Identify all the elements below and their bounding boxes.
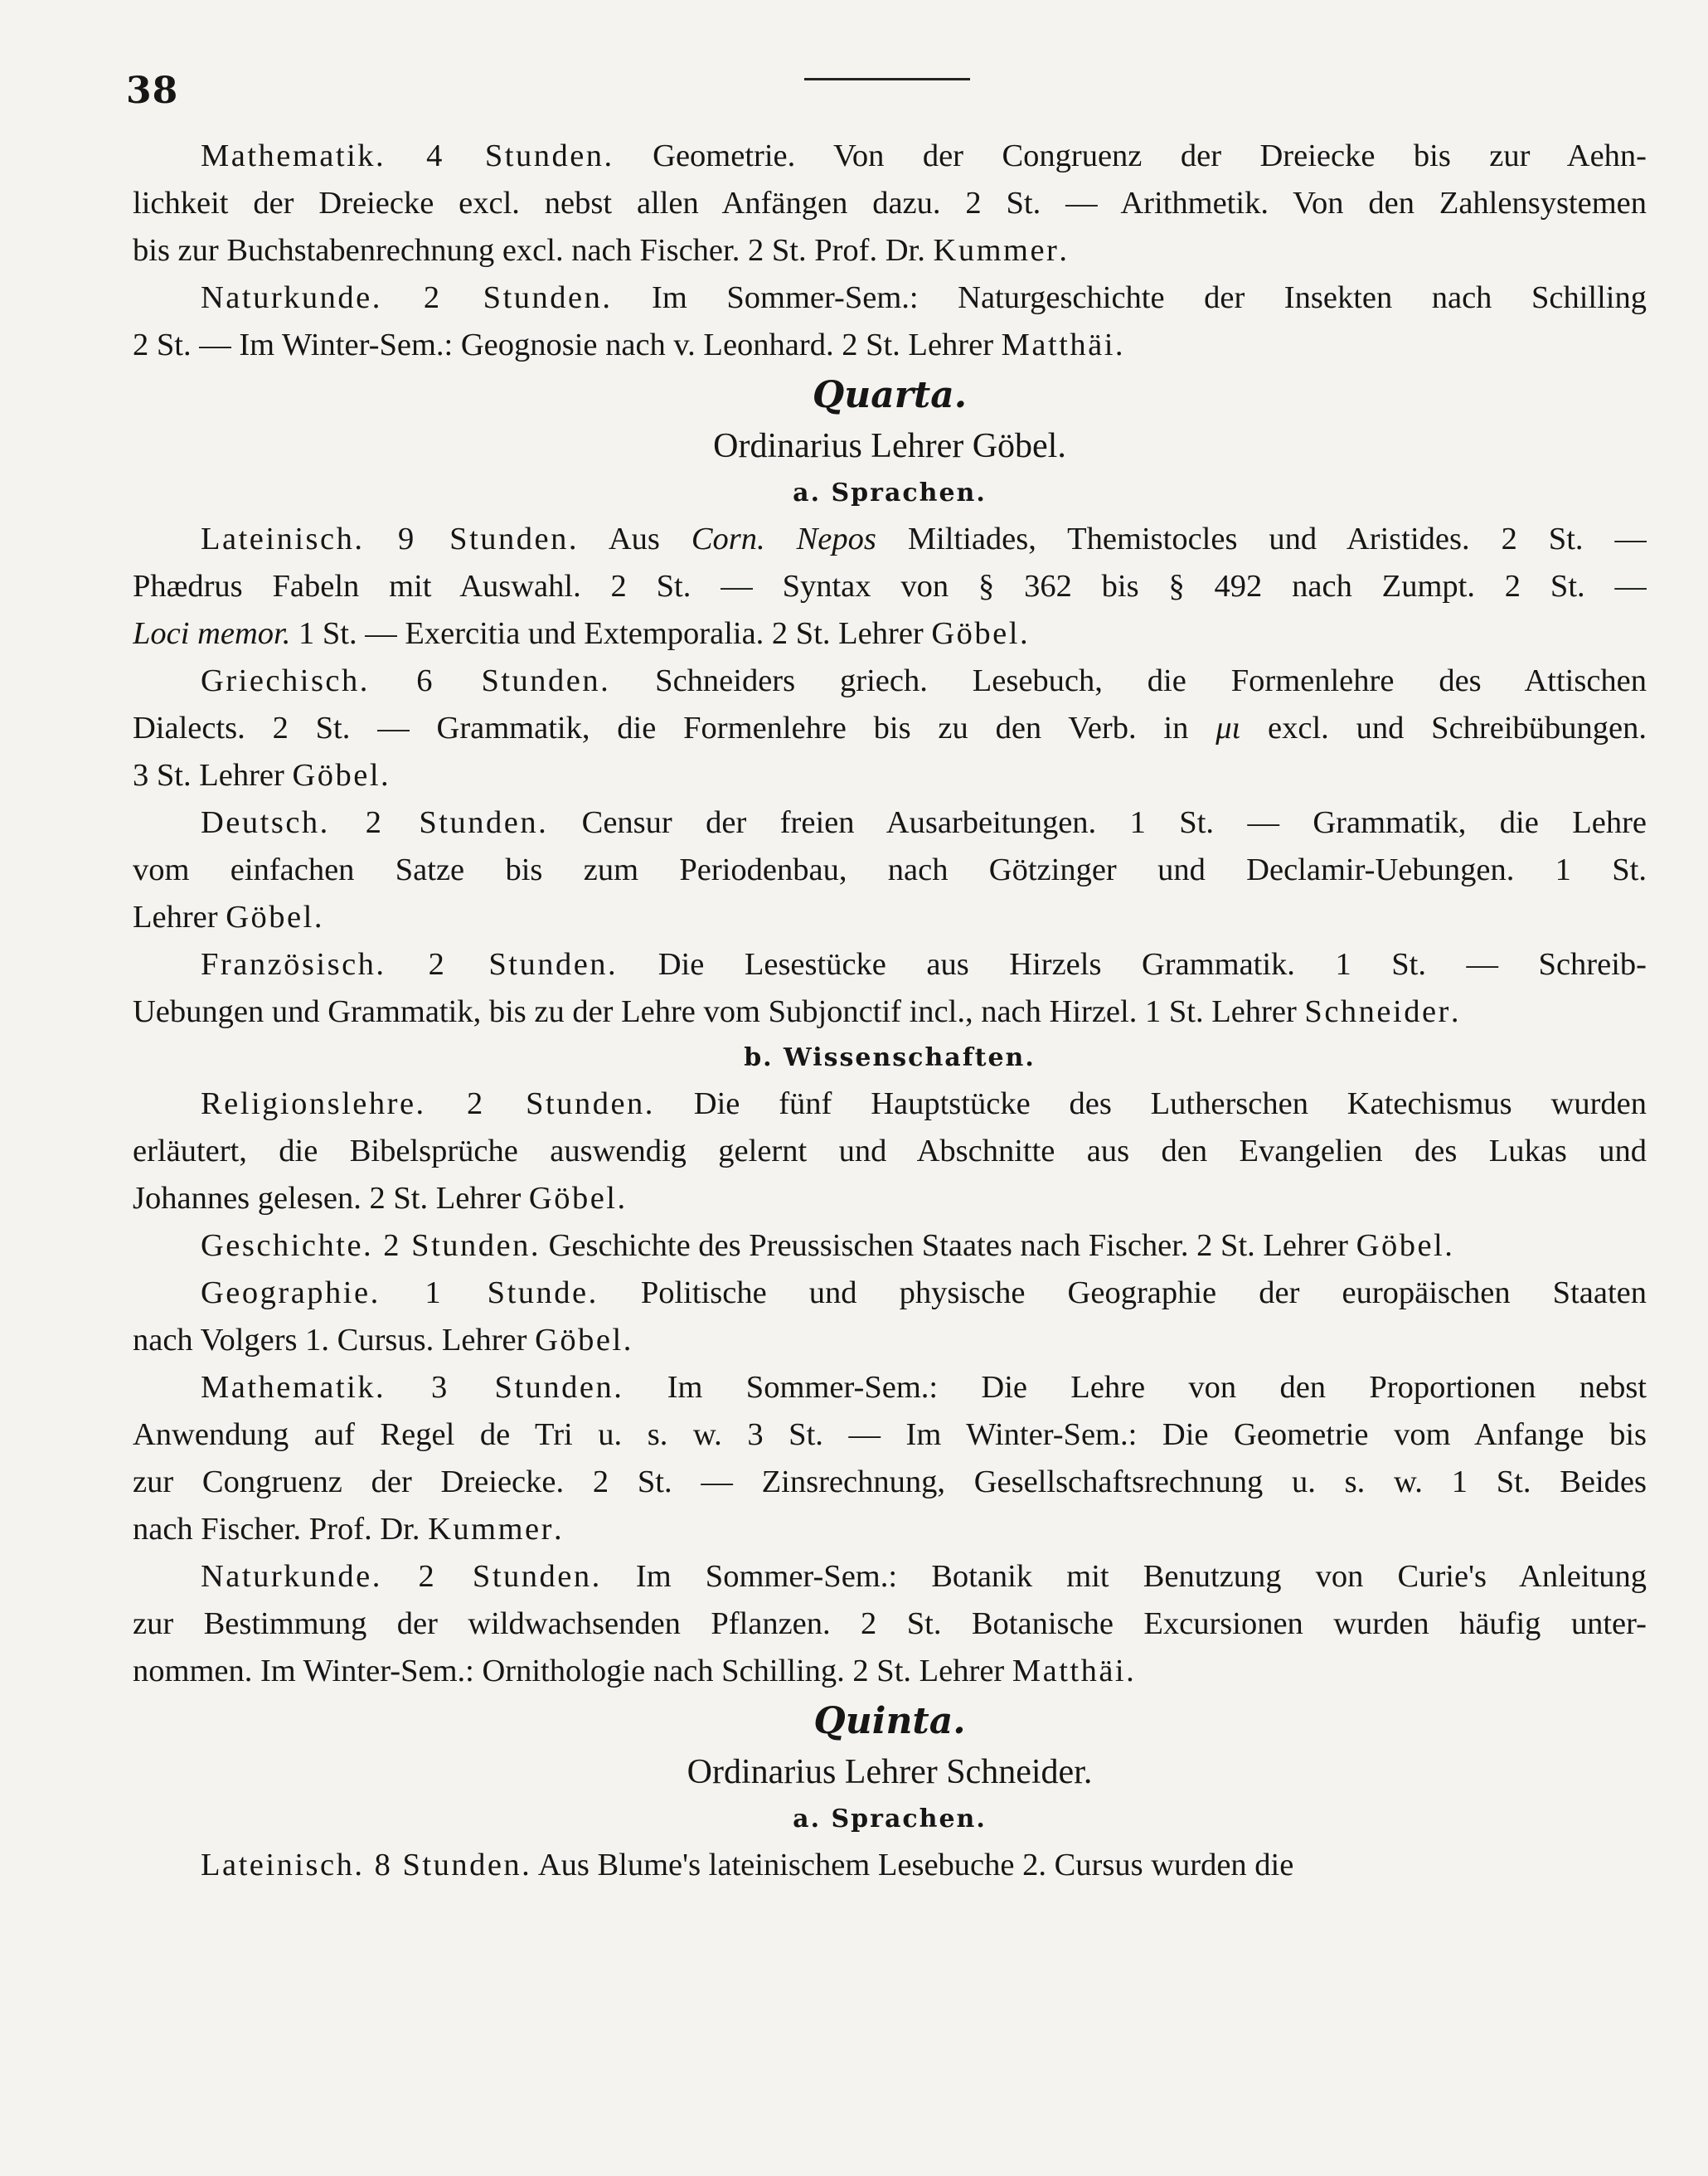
text-run: nommen. Im Winter-Sem.: Ornithologie nach Schilling. 2 St. Lehrer: [133, 1654, 1012, 1688]
text-run: bis zur Buchstabenrechnung excl. nach Fischer. 2 St. Prof. Dr.: [133, 233, 934, 268]
hours-label: 2 Stunden.: [467, 1086, 655, 1121]
text-run: .: [553, 1512, 562, 1547]
page-number: 38: [126, 70, 179, 112]
subject-name: Mathematik.: [201, 1370, 431, 1405]
text-line: [133, 1506, 1647, 1553]
text-run: Aus: [579, 522, 691, 556]
subsection-heading: a. Sprachen.: [793, 1804, 987, 1834]
text-run: .: [381, 758, 389, 793]
teacher-name: Kummer: [428, 1512, 554, 1547]
paragraph-franz: [133, 941, 1647, 1036]
subject-name: Religionslehre.: [201, 1086, 468, 1121]
text-run: 1 St. — Exercitia und Extemporalia. 2 St. Lehrer: [290, 616, 932, 651]
subject-name: Geschichte.: [201, 1228, 384, 1263]
italic-term: Corn. Nepos: [691, 522, 876, 556]
text-run: nach Volgers 1. Cursus. Lehrer: [133, 1323, 536, 1358]
teacher-name: Göbel: [528, 1181, 618, 1216]
text-line: [133, 705, 1647, 752]
ordinarius-line: Ordinarius Lehrer Göbel.: [713, 427, 1066, 465]
text-line: [133, 752, 1647, 799]
text-run: Geometrie. Von der Congruenz der Dreiecke bis zur Aehn-: [614, 138, 1647, 173]
text-run: Censur der freien Ausarbeitungen. 1 St. — Grammatik, die Lehre: [548, 805, 1647, 840]
text-run: Lehrer: [133, 900, 226, 935]
hours-label: 2 Stunden.: [383, 1228, 541, 1263]
paragraph-deutsch: [133, 799, 1647, 941]
teacher-name: Göbel: [931, 616, 1020, 651]
italic-term: Loci memor.: [133, 616, 291, 651]
text-run: Im Sommer-Sem.: Die Lehre von den Proportionen nebst: [624, 1370, 1647, 1405]
text-line: [133, 941, 1647, 988]
text-run: .: [1114, 328, 1123, 362]
text-run: Anwendung auf Regel de Tri u. s. w. 3 St. — Im Winter-Sem.: Die Geometrie vom Anfange bis: [133, 1417, 1647, 1452]
italic-term: μι: [1215, 711, 1241, 746]
subject-name: Naturkunde.: [201, 280, 424, 315]
teacher-name: Schneider: [1304, 994, 1451, 1029]
hours-label: 2 Stunden.: [428, 947, 619, 982]
text-line: [133, 133, 1647, 180]
text-run: Im Sommer-Sem.: Botanik mit Benutzung von Curie's Anleitung: [601, 1559, 1647, 1594]
text-run: .: [1444, 1228, 1453, 1263]
text-line: [133, 894, 1647, 941]
text-run: Miltiades, Themistocles und Aristides. 2 St. —: [876, 522, 1647, 556]
text-line: [133, 1648, 1647, 1695]
text-line: [133, 516, 1647, 563]
hours-label: 2 Stunden.: [418, 1559, 602, 1594]
header-rule: [804, 78, 970, 80]
hours-label: 8 Stunden.: [374, 1848, 532, 1882]
text-line: [133, 610, 1647, 658]
text-run: Geschichte des Preussischen Staates nach Fischer. 2 St. Lehrer: [541, 1228, 1356, 1263]
section-title: Quinta.: [813, 1700, 966, 1742]
text-run: 2 St. — Im Winter-Sem.: Geognosie nach v. Leonhard. 2 St. Lehrer: [133, 328, 1002, 362]
text-run: .: [1019, 616, 1028, 651]
hours-label: 3 Stunden.: [430, 1370, 624, 1405]
subject-name: Naturkunde.: [201, 1559, 419, 1594]
text-line: [133, 799, 1647, 847]
text-run: nach Fischer. Prof. Dr.: [133, 1512, 429, 1547]
text-run: zur Bestimmung der wildwachsenden Pflanzen. 2 St. Botanische Excursionen wurden häufig unter-: [133, 1606, 1647, 1641]
text-run: erläutert, die Bibelsprüche auswendig gelernt und Abschnitte aus den Evangelien des Lukas und: [133, 1134, 1647, 1168]
text-run: Schneiders griech. Lesebuch, die Formenlehre des Attischen: [610, 663, 1647, 698]
text-run: Die fünf Hauptstücke des Lutherschen Katechismus wurden: [654, 1086, 1647, 1121]
hours-label: 1 Stunde.: [425, 1275, 599, 1310]
text-run: Politische und physische Geographie der europäischen Staaten: [598, 1275, 1647, 1310]
subsection-heading: a. Sprachen.: [793, 478, 987, 508]
teacher-name: Göbel: [226, 900, 314, 935]
teacher-name: Matthäi: [1012, 1654, 1127, 1688]
text-line: [133, 227, 1647, 274]
text-run: .: [1126, 1654, 1134, 1688]
hours-label: 9 Stunden.: [397, 522, 579, 556]
paragraph-math: [133, 133, 1647, 274]
text-line: [133, 322, 1647, 369]
subject-name: Geographie.: [201, 1275, 425, 1310]
paragraph-latein: [133, 516, 1647, 658]
text-line: [133, 1175, 1647, 1222]
text-line: [133, 1364, 1647, 1411]
text-line: [133, 1459, 1647, 1506]
teacher-name: Göbel: [1356, 1228, 1445, 1263]
paragraph-naturkunde2: [133, 1553, 1647, 1695]
text-run: Dialects. 2 St. — Grammatik, die Formenlehre bis zu den Verb. in: [133, 711, 1216, 746]
text-line: [133, 1081, 1647, 1128]
text-run: Uebungen und Grammatik, bis zu der Lehre vom Subjonctif incl., nach Hirzel. 1 St. Lehrer: [133, 994, 1305, 1029]
hours-label: 4 Stunden.: [426, 138, 614, 173]
section-title: Quarta.: [812, 374, 968, 416]
text-line: [133, 563, 1647, 610]
text-line: [133, 658, 1647, 705]
hours-label: 2 Stunden.: [423, 280, 613, 315]
paragraph-naturkunde: [133, 274, 1647, 369]
paragraph-math2: [133, 1364, 1647, 1553]
paragraph-geographie: [133, 1270, 1647, 1364]
paragraph-latein5: [133, 1842, 1647, 1889]
text-line: [133, 1128, 1647, 1175]
text-run: 3 St. Lehrer: [133, 758, 293, 793]
text-run: .: [623, 1323, 632, 1358]
text-run: .: [1059, 233, 1067, 268]
text-line: [133, 1600, 1647, 1648]
hours-label: 2 Stunden.: [365, 805, 549, 840]
text-line: [133, 1553, 1647, 1600]
ordinarius-line: Ordinarius Lehrer Schneider.: [687, 1753, 1093, 1791]
subsection-heading: b. Wissenschaften.: [744, 1043, 1036, 1072]
subject-name: Griechisch.: [201, 663, 417, 698]
text-run: Aus Blume's lateinischem Lesebuche 2. Cursus wurden die: [531, 1848, 1294, 1882]
teacher-name: Kummer: [933, 233, 1060, 268]
teacher-name: Göbel: [535, 1323, 624, 1358]
text-run: Im Sommer-Sem.: Naturgeschichte der Insekten nach Schilling: [612, 280, 1647, 315]
paragraph-geschichte: [133, 1222, 1647, 1270]
text-run: excl. und Schreibübungen.: [1240, 711, 1647, 746]
text-line: [133, 847, 1647, 894]
text-line: [133, 180, 1647, 227]
text-line: [133, 1317, 1647, 1364]
text-run: .: [1450, 994, 1459, 1029]
teacher-name: Matthäi: [1001, 328, 1115, 362]
text-run: .: [313, 900, 323, 935]
text-run: zur Congruenz der Dreiecke. 2 St. — Zinsrechnung, Gesellschaftsrechnung u. s. w. 1 St. Beides: [133, 1464, 1647, 1499]
hours-label: 6 Stunden.: [416, 663, 611, 698]
subject-name: Mathematik.: [201, 138, 427, 173]
text-run: Johannes gelesen. 2 St. Lehrer: [133, 1181, 529, 1216]
page-body: [133, 133, 1647, 1889]
text-line: [133, 1411, 1647, 1459]
text-line: [133, 1270, 1647, 1317]
text-run: lichkeit der Dreiecke excl. nebst allen Anfängen dazu. 2 St. — Arithmetik. Von den Zahlensystemen: [133, 186, 1647, 221]
text-line: [133, 274, 1647, 322]
text-run: Die Lesestücke aus Hirzels Grammatik. 1 St. — Schreib-: [618, 947, 1647, 982]
subject-name: Lateinisch.: [201, 1848, 375, 1882]
text-run: vom einfachen Satze bis zum Periodenbau, nach Götzinger und Declamir-Uebungen. 1 St.: [133, 852, 1647, 887]
text-line: [133, 1222, 1647, 1270]
subject-name: Lateinisch.: [201, 522, 398, 556]
paragraph-griechisch: [133, 658, 1647, 799]
text-run: .: [617, 1181, 626, 1216]
subject-name: Französisch.: [201, 947, 429, 982]
paragraph-religion: [133, 1081, 1647, 1222]
text-line: [133, 1842, 1647, 1889]
text-line: [133, 988, 1647, 1036]
teacher-name: Göbel: [292, 758, 381, 793]
text-run: Phædrus Fabeln mit Auswahl. 2 St. — Syntax von § 362 bis § 492 nach Zumpt. 2 St. —: [133, 569, 1647, 604]
subject-name: Deutsch.: [201, 805, 366, 840]
